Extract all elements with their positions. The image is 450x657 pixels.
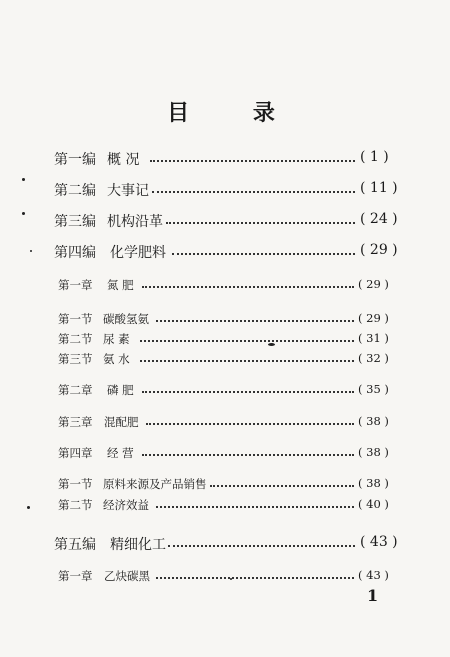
entry-page: ( 24 ) [360, 211, 398, 227]
toc-entry[interactable] [0, 564, 450, 586]
entry-number: 第三章 [58, 415, 93, 429]
toc-entry[interactable] [0, 410, 450, 432]
toc-entry[interactable] [0, 273, 450, 295]
entry-number: 第四章 [58, 446, 93, 460]
dot-leader [142, 452, 354, 456]
dot-leader [210, 483, 354, 487]
entry-title: 化学肥料 [110, 245, 166, 261]
entry-page: ( 43 ) [360, 534, 398, 550]
dot-leader [142, 284, 354, 288]
dot-leader [142, 389, 354, 393]
toc-entry[interactable] [0, 209, 450, 231]
entry-number: 第三节 [58, 352, 93, 366]
entry-number: 第三编 [54, 214, 96, 230]
entry-title: 原料来源及产品销售 [103, 477, 207, 491]
scan-speck [27, 506, 30, 509]
entry-title: 乙炔碳黑 [104, 569, 150, 583]
entry-title: 氨 水 [103, 352, 130, 366]
entry-page: ( 35 ) [358, 382, 389, 396]
dot-leader [146, 421, 354, 425]
toc-entry[interactable] [0, 441, 450, 463]
entry-number: 第四编 [54, 245, 96, 261]
scan-speck [230, 578, 232, 580]
entry-number: 第二节 [58, 332, 93, 346]
toc-entry[interactable] [0, 472, 450, 494]
entry-title: 磷 肥 [107, 383, 134, 397]
scan-speck [22, 212, 25, 215]
entry-page: ( 38 ) [358, 445, 389, 459]
toc-entry[interactable] [0, 178, 450, 200]
scan-speck [22, 178, 25, 181]
toc-entry[interactable] [0, 240, 450, 262]
entry-page: ( 32 ) [358, 351, 389, 365]
entry-number: 第二章 [58, 383, 93, 397]
dot-leader [156, 318, 354, 322]
dot-leader [156, 504, 354, 508]
toc-entry[interactable] [0, 307, 450, 329]
toc-entry[interactable] [0, 378, 450, 400]
entry-number: 第二编 [54, 183, 96, 199]
entry-page: ( 29 ) [360, 242, 398, 258]
entry-page: ( 38 ) [358, 414, 389, 428]
toc-entry[interactable] [0, 147, 450, 169]
entry-page: ( 38 ) [358, 476, 389, 490]
dot-leader [172, 251, 355, 255]
entry-number: 第一节 [58, 477, 93, 491]
entry-page: ( 31 ) [358, 331, 389, 345]
dot-leader [150, 158, 355, 162]
toc-entry[interactable] [0, 347, 450, 369]
entry-title: 尿 素 [103, 332, 130, 346]
entry-title: 混配肥 [104, 415, 139, 429]
dot-leader [166, 220, 355, 224]
dot-leader [152, 189, 355, 193]
entry-page: ( 40 ) [358, 497, 389, 511]
toc-entry[interactable] [0, 493, 450, 515]
toc-entry[interactable] [0, 327, 450, 349]
page-number: 1 [367, 586, 379, 605]
scan-speck [268, 343, 275, 346]
dot-leader [140, 338, 354, 342]
entry-number: 第二节 [58, 498, 93, 512]
page-title: 目 录 [167, 100, 303, 126]
entry-title: 概 况 [107, 152, 140, 168]
entry-title: 经济效益 [103, 498, 149, 512]
entry-title: 精细化工 [110, 537, 166, 553]
entry-title: 机构沿革 [107, 214, 163, 230]
entry-title: 碳酸氢氨 [103, 312, 149, 326]
entry-page: ( 1 ) [360, 149, 389, 165]
entry-number: 第一编 [54, 152, 96, 168]
scan-speck [30, 250, 32, 252]
dot-leader [140, 358, 354, 362]
entry-title: 氮 肥 [107, 278, 134, 292]
entry-page: ( 43 ) [358, 568, 389, 582]
entry-page: ( 29 ) [358, 311, 389, 325]
dot-leader [168, 543, 355, 547]
entry-number: 第一章 [58, 278, 93, 292]
entry-number: 第一节 [58, 312, 93, 326]
entry-number: 第五编 [54, 537, 96, 553]
dot-leader [156, 575, 354, 579]
entry-page: ( 11 ) [360, 180, 398, 196]
entry-page: ( 29 ) [358, 277, 389, 291]
toc-entry[interactable] [0, 532, 450, 554]
entry-title: 大事记 [107, 183, 149, 199]
entry-title: 经 营 [107, 446, 134, 460]
entry-number: 第一章 [58, 569, 93, 583]
